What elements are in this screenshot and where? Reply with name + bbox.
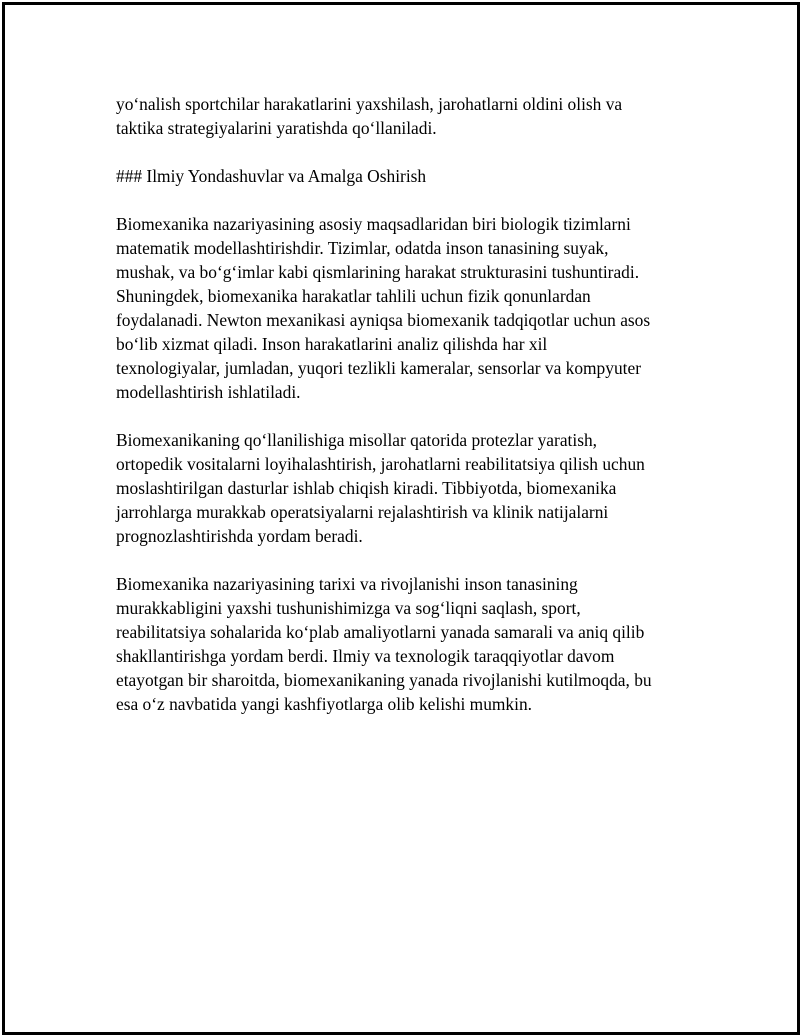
document-body	[116, 92, 706, 740]
section-heading: ### Ilmiy Yondashuvlar va Amalga Oshirish	[116, 166, 427, 186]
paragraph-3: Biomexanika nazariyasining tarixi va rivojlanishi inson tanasining murakkabligini yaxshi tushunishimizga va sog‘liqni saqlash, sport, reabilitatsiya sohalarida ko‘plab amaliyotlarni yanada samarali va aniq qilib shakllantirishga yordam berdi. Ilmiy va texnologik taraqqiyotlar davom etayotgan bir sharoitda, biomexanikaning yanada rivojlanishi kutilmoqda, bu esa o‘z navbatida yangi kashfiyotlarga olib kelishi mumkin.	[116, 574, 652, 714]
intro-paragraph: yo‘nalish sportchilar harakatlarini yaxshilash, jarohatlarni oldini olish va taktika strategiyalarini yaratishda qo‘llaniladi.	[116, 94, 623, 138]
paragraph-1: Biomexanika nazariyasining asosiy maqsadlaridan biri biologik tizimlarni matematik modellashtirishdir. Tizimlar, odatda inson tanasining suyak, mushak, va bo‘g‘imlar kabi qismlarining harakat strukturasini tushuntiradi. Shuningdek, biomexanika harakatlar tahlili uchun fizik qonunlardan foydalanadi. Newton mexanikasi ayniqsa biomexanik tadqiqotlar uchun asos bo‘lib xizmat qiladi. Inson harakatlarini analiz qilishda har xil texnologiyalar, jumladan, yuqori tezlikli kameralar, sensorlar va kompyuter modellashtirish ishlatiladi.	[116, 214, 651, 402]
paragraph-2: Biomexanikaning qo‘llanilishiga misollar qatorida protezlar yaratish, ortopedik vositalarni loyihalashtirish, jarohatlarni reabilitatsiya qilish uchun moslashtirilgan dasturlar ishlab chiqish kiradi. Tibbiyotda, biomexanika jarrohlarga murakkab operatsiyalarni rejalashtirish va klinik natijalarni prognozlashtirishda yordam beradi.	[116, 430, 645, 546]
